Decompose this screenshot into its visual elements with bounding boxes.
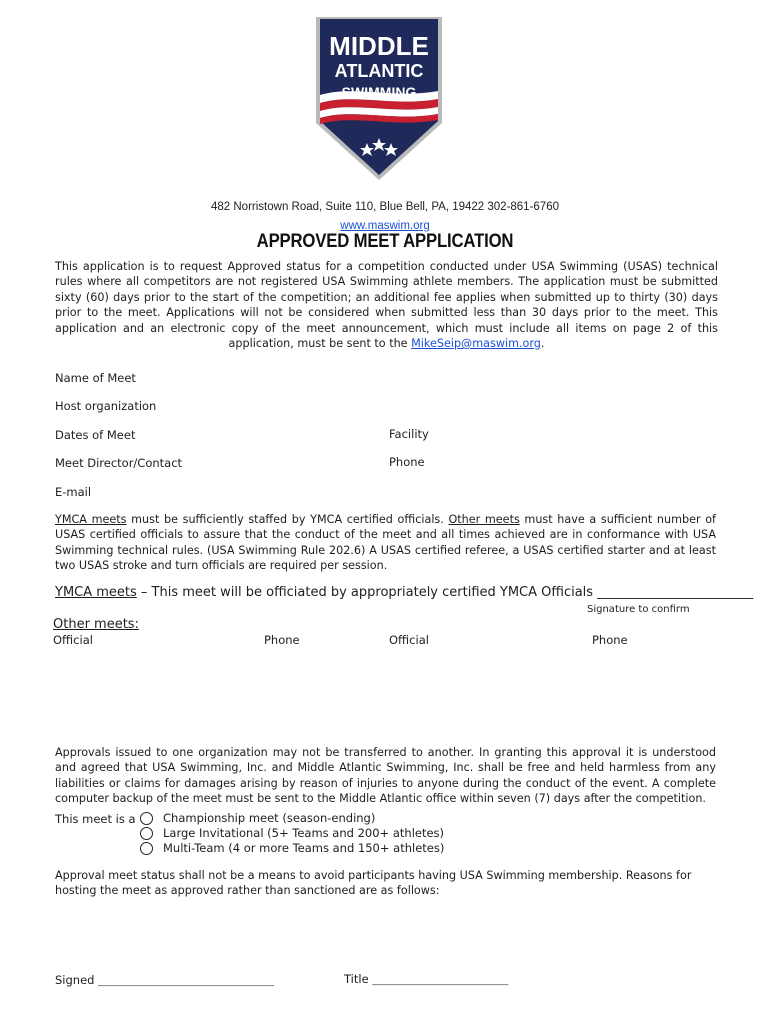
phone-1-label: Phone bbox=[264, 633, 300, 647]
dates-of-meet-label: Dates of Meet bbox=[55, 428, 136, 442]
signature-note: Signature to confirm bbox=[587, 604, 690, 615]
ymca-meets-label: YMCA meets bbox=[55, 513, 127, 526]
multi-team-radio[interactable] bbox=[140, 842, 153, 855]
ymca-signature-line[interactable]: ________________________ bbox=[597, 585, 754, 600]
email-label: E-mail bbox=[55, 485, 92, 499]
address-line: 482 Norristown Road, Suite 110, Blue Bell, PA, 19422 302-861-6760 bbox=[211, 201, 559, 213]
signed-field bbox=[55, 973, 274, 987]
official-1-label: Official bbox=[53, 633, 93, 647]
intro-text: This application is to request Approved status for a competition conducted under USA Swimming (USAS) technical rules where all competitors are not registered USA Swimming athlete members. The application must be submitted sixty (60) days prior to the start of the competition; an additional fee applies when submitted up to thirty (30) days prior to the meet. Applications will not be considered when submitted less than 30 days prior to the meet. This application and an electronic copy of the meet announcement, which must include all items on page 2 of this application, must be sent to the bbox=[55, 260, 718, 351]
logo-line-2: ATLANTIC bbox=[334, 61, 424, 81]
email-link[interactable]: MikeSeip@maswim.org bbox=[411, 337, 541, 351]
page-title: APPROVED MEET APPLICATION bbox=[256, 231, 514, 252]
logo-line-1: MIDDLE bbox=[329, 31, 429, 61]
championship-option-label: Championship meet (season-ending) bbox=[163, 811, 376, 825]
signed-label: Signed bbox=[55, 973, 95, 987]
official-2-label: Official bbox=[389, 633, 429, 647]
ymca-statement-label: YMCA meets bbox=[55, 585, 137, 600]
officials-requirement-paragraph: YMCA meets must be sufficiently staffed by YMCA certified officials. Other meets must have a sufficient number of USAS certified officials to assure that the conduct of the meet and all times achieved are in conformance with USA Swimming technical rules. (USA Swimming Rule 202.6) A USAS certified referee, a USAS certified starter and at least two USAS stroke and turn officials are required per session. bbox=[55, 513, 716, 573]
logo-line-3: SWIMMING bbox=[341, 84, 417, 100]
title-line[interactable]: __________________________________ bbox=[372, 976, 509, 985]
large-invitational-radio[interactable] bbox=[140, 827, 153, 840]
website-link[interactable]: www.maswim.org bbox=[340, 220, 430, 232]
title-label: Title bbox=[344, 972, 369, 986]
multi-team-option-label: Multi-Team (4 or more Teams and 150+ athletes) bbox=[163, 841, 445, 855]
phone-2-label: Phone bbox=[592, 633, 628, 647]
approvals-paragraph: Approvals issued to one organization may not be transferred to another. In granting this approval it is understood and agreed that USA Swimming, Inc. and Middle Atlantic Swimming, Inc. shall be free and held harmless from any liabilities or claims for damages arising by reason of injuries to anyone during the conduct of the event. A complete computer backup of the meet must be sent to the Middle Atlantic office within seven (7) days after the competition. bbox=[55, 746, 716, 806]
meet-director-label: Meet Director/Contact bbox=[55, 456, 183, 470]
signed-line[interactable]: ____________________________________________ bbox=[98, 977, 275, 986]
facility-label: Facility bbox=[389, 427, 429, 441]
championship-radio[interactable] bbox=[140, 812, 153, 825]
other-meets-label: Other meets bbox=[448, 513, 520, 526]
large-invitational-option-label: Large Invitational (5+ Teams and 200+ athletes) bbox=[163, 826, 445, 840]
ymca-statement: YMCA meets – This meet will be officiated by appropriately certified YMCA Officials ________________________ bbox=[55, 585, 754, 600]
reasons-paragraph: Approval meet status shall not be a means to avoid participants having USA Swimming membership. Reasons for hosting the meet as approved rather than sanctioned are as follows: bbox=[55, 869, 692, 898]
title-field bbox=[344, 972, 508, 986]
intro-paragraph: This application is to request Approved status for a competition conducted under USA Swimming (USAS) technical rules where all competitors are not registered USA Swimming athlete members. The application must be submitted sixty (60) days prior to the start of the competition; an additional fee applies when submitted up to thirty (30) days prior to the meet. Applications will not be considered when submitted less than 30 days prior to the meet. This application and an electronic copy of the meet announcement, which must include all items on page 2 of this application, must be sent to the MikeSeip@maswim.org. bbox=[55, 260, 718, 351]
other-meets-heading: Other meets: bbox=[53, 617, 139, 632]
middle-atlantic-swimming-logo bbox=[314, 15, 444, 182]
meet-type-label: This meet is a bbox=[55, 812, 136, 826]
name-of-meet-label: Name of Meet bbox=[55, 371, 136, 385]
host-organization-label: Host organization bbox=[55, 399, 157, 413]
phone-label: Phone bbox=[389, 455, 425, 469]
